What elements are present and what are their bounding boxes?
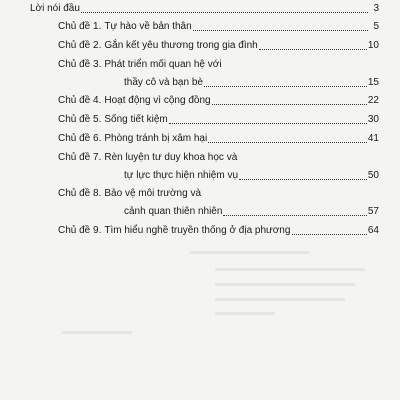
toc-topic-title: Sống tiết kiệm (104, 114, 168, 125)
toc-topic-4 (58, 95, 379, 107)
dot-leader (169, 122, 367, 124)
toc-topic-page: 57 (367, 206, 379, 217)
toc-topic-5 (58, 114, 379, 126)
toc-topic-number: Chủ đề 5. (58, 114, 102, 125)
show-through-line (215, 268, 365, 271)
toc-intro (30, 3, 379, 15)
toc-topic-page: 50 (367, 170, 379, 181)
toc-topic-number: Chủ đề 7. (58, 152, 102, 163)
toc-topic-title-continued: tự lực thực hiện nhiệm vụ (124, 170, 239, 181)
toc-topic-number: Chủ đề 9. (58, 225, 102, 236)
toc-topic-2 (58, 40, 379, 52)
show-through-line (215, 312, 275, 315)
toc-topic-page: 30 (367, 114, 379, 125)
toc-topic-1 (58, 21, 379, 33)
show-through-line (62, 331, 132, 334)
show-through-line (215, 298, 345, 301)
toc-topic-number: Chủ đề 3. (58, 59, 102, 70)
toc-topic-page: 15 (367, 77, 379, 88)
toc-topic-page: 64 (367, 225, 379, 236)
dot-leader (81, 11, 368, 13)
toc-topic-number: Chủ đề 4. (58, 95, 102, 106)
toc-topic-title: Gắn kết yêu thương trong gia đình (104, 40, 258, 51)
toc-topic-number: Chủ đề 1. (58, 21, 102, 32)
toc-topic-title: Phòng tránh bị xâm hại (104, 133, 208, 144)
toc-intro-page: 3 (373, 3, 379, 14)
dot-leader (212, 103, 367, 105)
toc-topic-title-continued: thầy cô và bạn bè (124, 77, 203, 88)
toc-intro-title: Lời nói đầu (30, 3, 80, 14)
toc-topic-page: 22 (367, 95, 379, 106)
toc-topic-title: Tự hào về bản thân (104, 21, 192, 32)
dot-leader (259, 48, 367, 50)
toc-topic-title: Rèn luyện tư duy khoa học và (104, 152, 238, 163)
toc-topic-page: 5 (373, 21, 379, 32)
toc-topic-title: Bảo vệ môi trường và (104, 188, 202, 199)
dot-leader (193, 29, 368, 31)
toc-topic-title: Tìm hiểu nghề truyền thống ở địa phương (104, 225, 291, 236)
toc-topic-title: Hoạt động vì cộng đồng (104, 95, 211, 106)
show-through-line (190, 251, 310, 254)
toc-topic-page: 10 (367, 40, 379, 51)
toc-topic-page: 41 (367, 133, 379, 144)
dot-leader (239, 178, 367, 180)
toc-topic-3 (58, 59, 379, 89)
show-through-line (215, 283, 355, 286)
dot-leader (208, 141, 367, 143)
dot-leader (204, 85, 367, 87)
toc-topic-6 (58, 133, 379, 145)
toc-topic-title: Phát triển mối quan hệ với (104, 59, 222, 70)
toc-topic-number: Chủ đề 8. (58, 188, 102, 199)
toc-topic-number: Chủ đề 6. (58, 133, 102, 144)
dot-leader (223, 214, 366, 216)
dot-leader (292, 233, 366, 235)
toc-topic-7 (58, 152, 379, 182)
toc-topic-8 (58, 188, 379, 218)
toc-topic-title-continued: cảnh quan thiên nhiên (124, 206, 223, 217)
toc-topic-number: Chủ đề 2. (58, 40, 102, 51)
toc-topic-9 (58, 225, 379, 237)
